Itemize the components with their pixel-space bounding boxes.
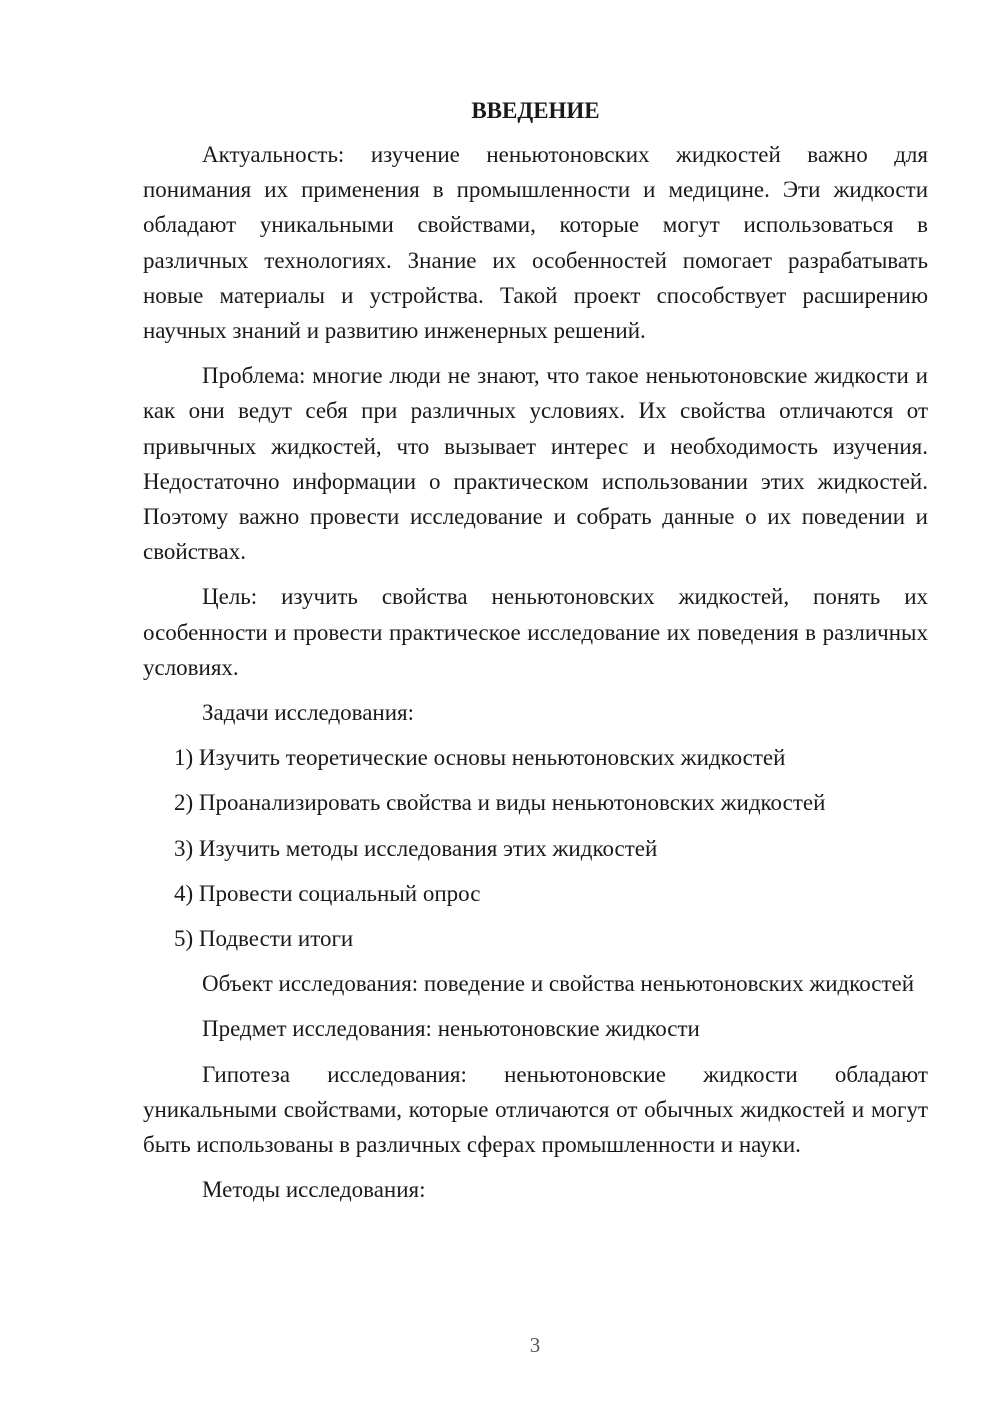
paragraph-relevance: Актуальность: изучение неньютоновских жидкостей важно для понимания их применения в промышленности и медицине. Эти жидкости обладают уникальными свойствами, которые могут использоваться в различных технологиях. Знание их особенностей помогает разрабатывать новые материалы и устройства. Такой проект способствует расширению научных знаний и развитию инженерных решений. [143, 142, 928, 344]
paragraph-subject: Предмет исследования: неньютоновские жидкости [202, 1016, 700, 1042]
paragraph-problem: Проблема: многие люди не знают, что такое неньютоновские жидкости и как они ведут себя при различных условиях. Их свойства отличаются от привычных жидкостей, что вызывает интерес и необходимость изучения. Недостаточно информации о практическом использовании этих жидкостей. Поэтому важно провести исследование и собрать данные о их поведении и свойствах. [143, 363, 928, 565]
paragraph-object: Объект исследования: поведение и свойства неньютоновских жидкостей [202, 971, 915, 997]
section-title: ВВЕДЕНИЕ [471, 98, 600, 123]
list-item: 2) Проанализировать свойства и виды неньютоновских жидкостей [174, 790, 826, 816]
paragraph-methods: Методы исследования: [202, 1177, 426, 1203]
list-item: 1) Изучить теоретические основы неньютоновских жидкостей [174, 745, 786, 771]
page-number: 3 [529, 1333, 541, 1357]
paragraph-hypothesis: Гипотеза исследования: неньютоновские жидкости обладают уникальными свойствами, которые отличаются от обычных жидкостей и могут быть использованы в различных сферах промышленности и науки. [143, 1061, 928, 1158]
list-item: 5) Подвести итоги [174, 926, 354, 952]
paragraph-goal: Цель: изучить свойства неньютоновских жидкостей, понять их особенности и провести практическое исследование их поведения в различных условиях. [143, 584, 928, 680]
list-item: 4) Провести социальный опрос [174, 880, 481, 906]
tasks-heading: Задачи исследования: [202, 700, 415, 726]
document-page [143, 96, 928, 1217]
task-list [143, 740, 928, 956]
list-item: 3) Изучить методы исследования этих жидкостей [174, 835, 658, 861]
